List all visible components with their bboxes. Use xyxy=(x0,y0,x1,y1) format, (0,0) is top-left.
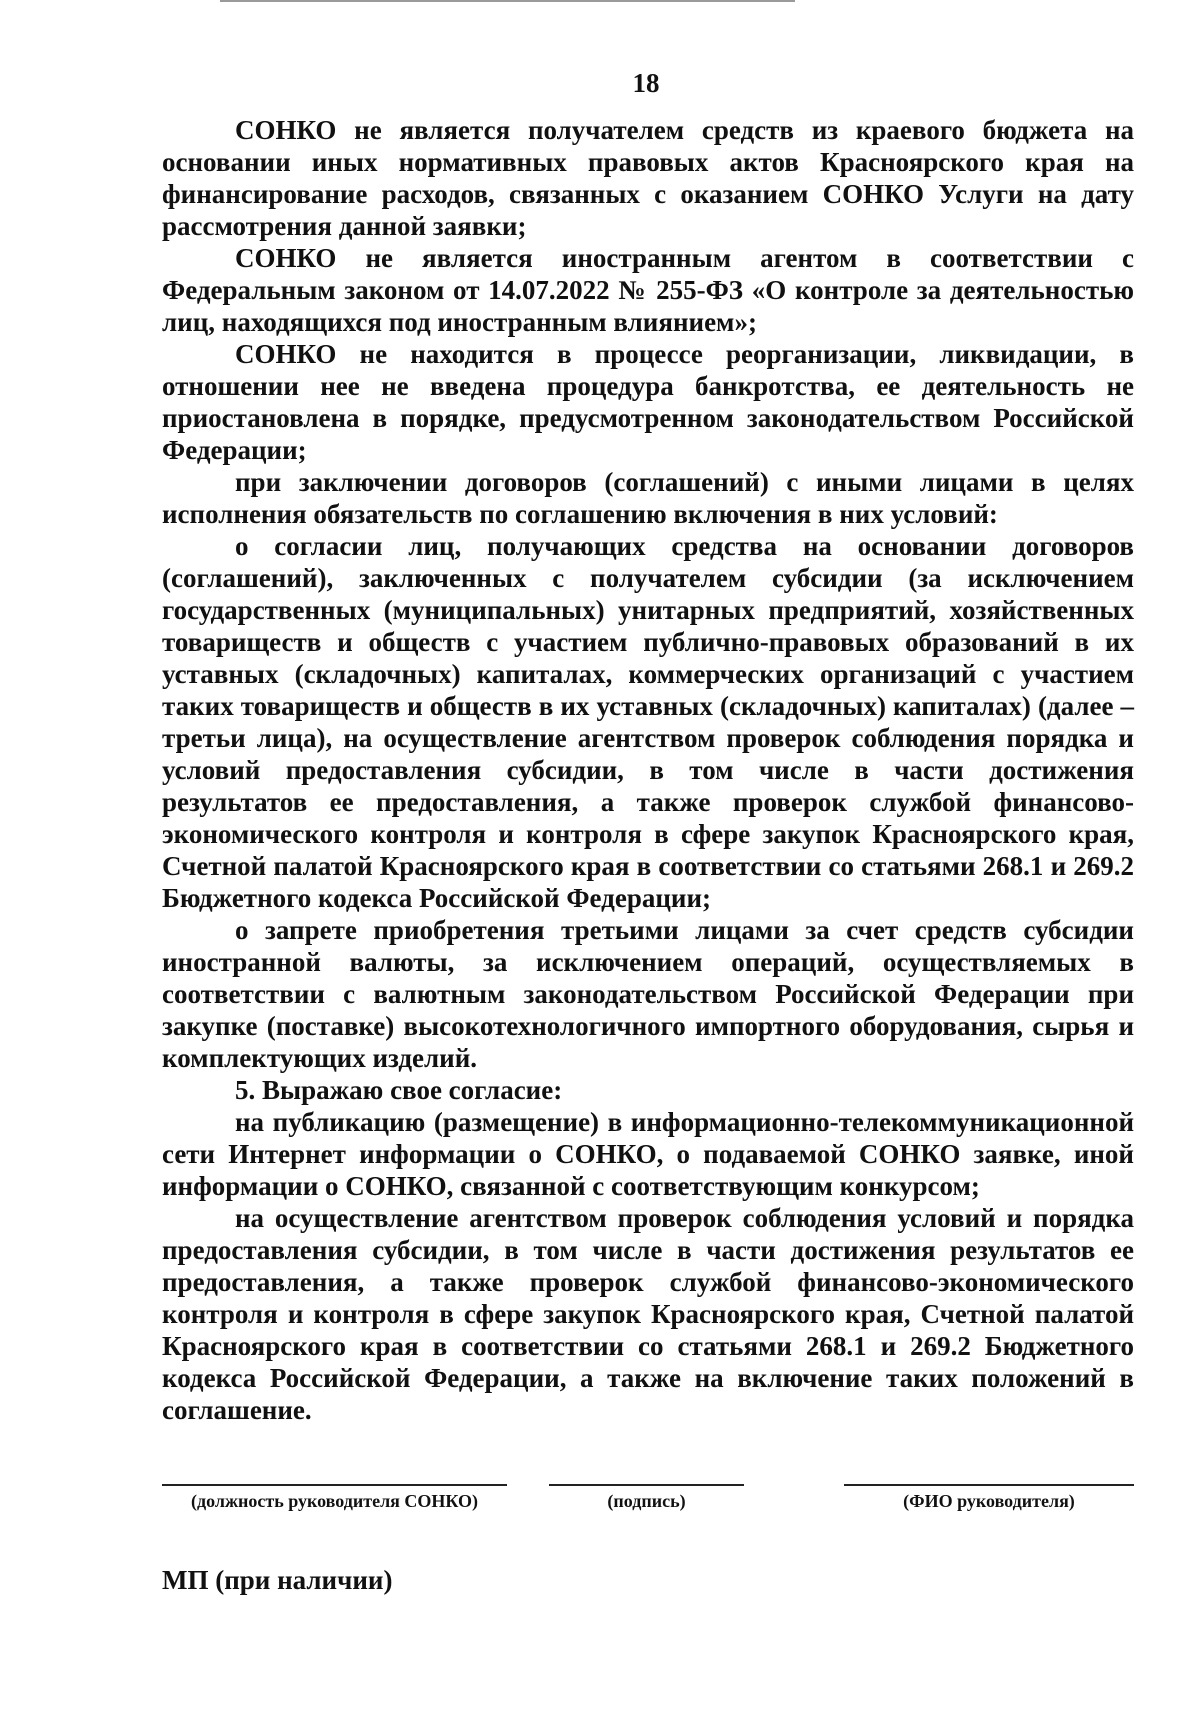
signature-block xyxy=(162,1484,1134,1524)
paragraph-currency-ban: о запрете приобретения третьими лицами за счет средств субсидии иностранной валюты, за исключением операций, осуществляемых в соответствии с валютным законодательством Российской Федерации при закупке (поставке) высокотехнологичного импортного оборудования, сырья и комплектующих изделий. xyxy=(162,915,1134,1073)
page-top-rule xyxy=(220,0,795,2)
signature-line xyxy=(549,1484,744,1486)
position-signature-line xyxy=(162,1484,507,1486)
paragraph-audit-consent: на осуществление агентством проверок соблюдения условий и порядка предоставления субсидии, в том числе в части достижения результатов ее предоставления, а также проверок службой финансово-экономического контроля и контроля в сфере закупок Красноярского края, Счетной палатой Красноярского края в соответствии со статьями 268.1 и 269.2 Бюджетного кодекса Российской Федерации, а также на включение таких положений в соглашение. xyxy=(162,1203,1134,1425)
paragraph-third-party-consent: о согласии лиц, получающих средства на основании договоров (соглашений), заключенных с получателем субсидии (за исключением государственных (муниципальных) унитарных предприятий, хозяйственных товариществ и обществ с участием публично-правовых образований в их уставных (складочных) капиталах, коммерческих организаций с участием таких товариществ и обществ в их уставных (складочных) капиталах) (далее – третьи лица), на осуществление агентством проверок соблюдения порядка и условий предоставления субсидии, в том числе в части достижения результатов ее предоставления, а также проверок службой финансово-экономического контроля и контроля в сфере закупок Красноярского края, Счетной палатой Красноярского края в соответствии со статьями 268.1 и 269.2 Бюджетного кодекса Российской Федерации; xyxy=(162,531,1134,913)
position-caption: (должность руководителя СОНКО) xyxy=(190,1491,478,1511)
name-signature-line xyxy=(844,1484,1134,1486)
name-field xyxy=(844,1484,1134,1512)
paragraph-publication-consent: на публикацию (размещение) в информационно-телекоммуникационной сети Интернет информации о СОНКО, о подаваемой СОНКО заявке, иной информации о СОНКО, связанной с соответствующим конкурсом; xyxy=(162,1107,1134,1201)
name-caption: (ФИО руководителя) xyxy=(903,1491,1075,1511)
paragraph-consent-heading: 5. Выражаю свое согласие: xyxy=(235,1075,563,1105)
page-number: 18 xyxy=(632,68,660,98)
paragraph-reorganization: СОНКО не находится в процессе реорганизации, ликвидации, в отношении нее не введена процедура банкротства, ее деятельность не приостановлена в порядке, предусмотренном законодательством Российской Федерации; xyxy=(162,339,1134,465)
document-body xyxy=(162,114,1134,1426)
signature-field xyxy=(549,1484,744,1512)
signature-caption: (подпись) xyxy=(607,1491,686,1511)
paragraph-budget-funds: СОНКО не является получателем средств из краевого бюджета на основании иных нормативных правовых актов Красноярского края на финансирование расходов, связанных с оказанием СОНКО Услуги на дату рассмотрения данной заявки; xyxy=(162,115,1134,241)
position-field xyxy=(162,1484,507,1512)
paragraph-contracts: при заключении договоров (соглашений) с иными лицами в целях исполнения обязательств по соглашению включения в них условий: xyxy=(162,467,1134,529)
stamp-note: МП (при наличии) xyxy=(162,1565,393,1595)
paragraph-foreign-agent: СОНКО не является иностранным агентом в соответствии с Федеральным законом от 14.07.2022 № 255-ФЗ «О контроле за деятельностью лиц, находящихся под иностранным влиянием»; xyxy=(162,243,1134,337)
